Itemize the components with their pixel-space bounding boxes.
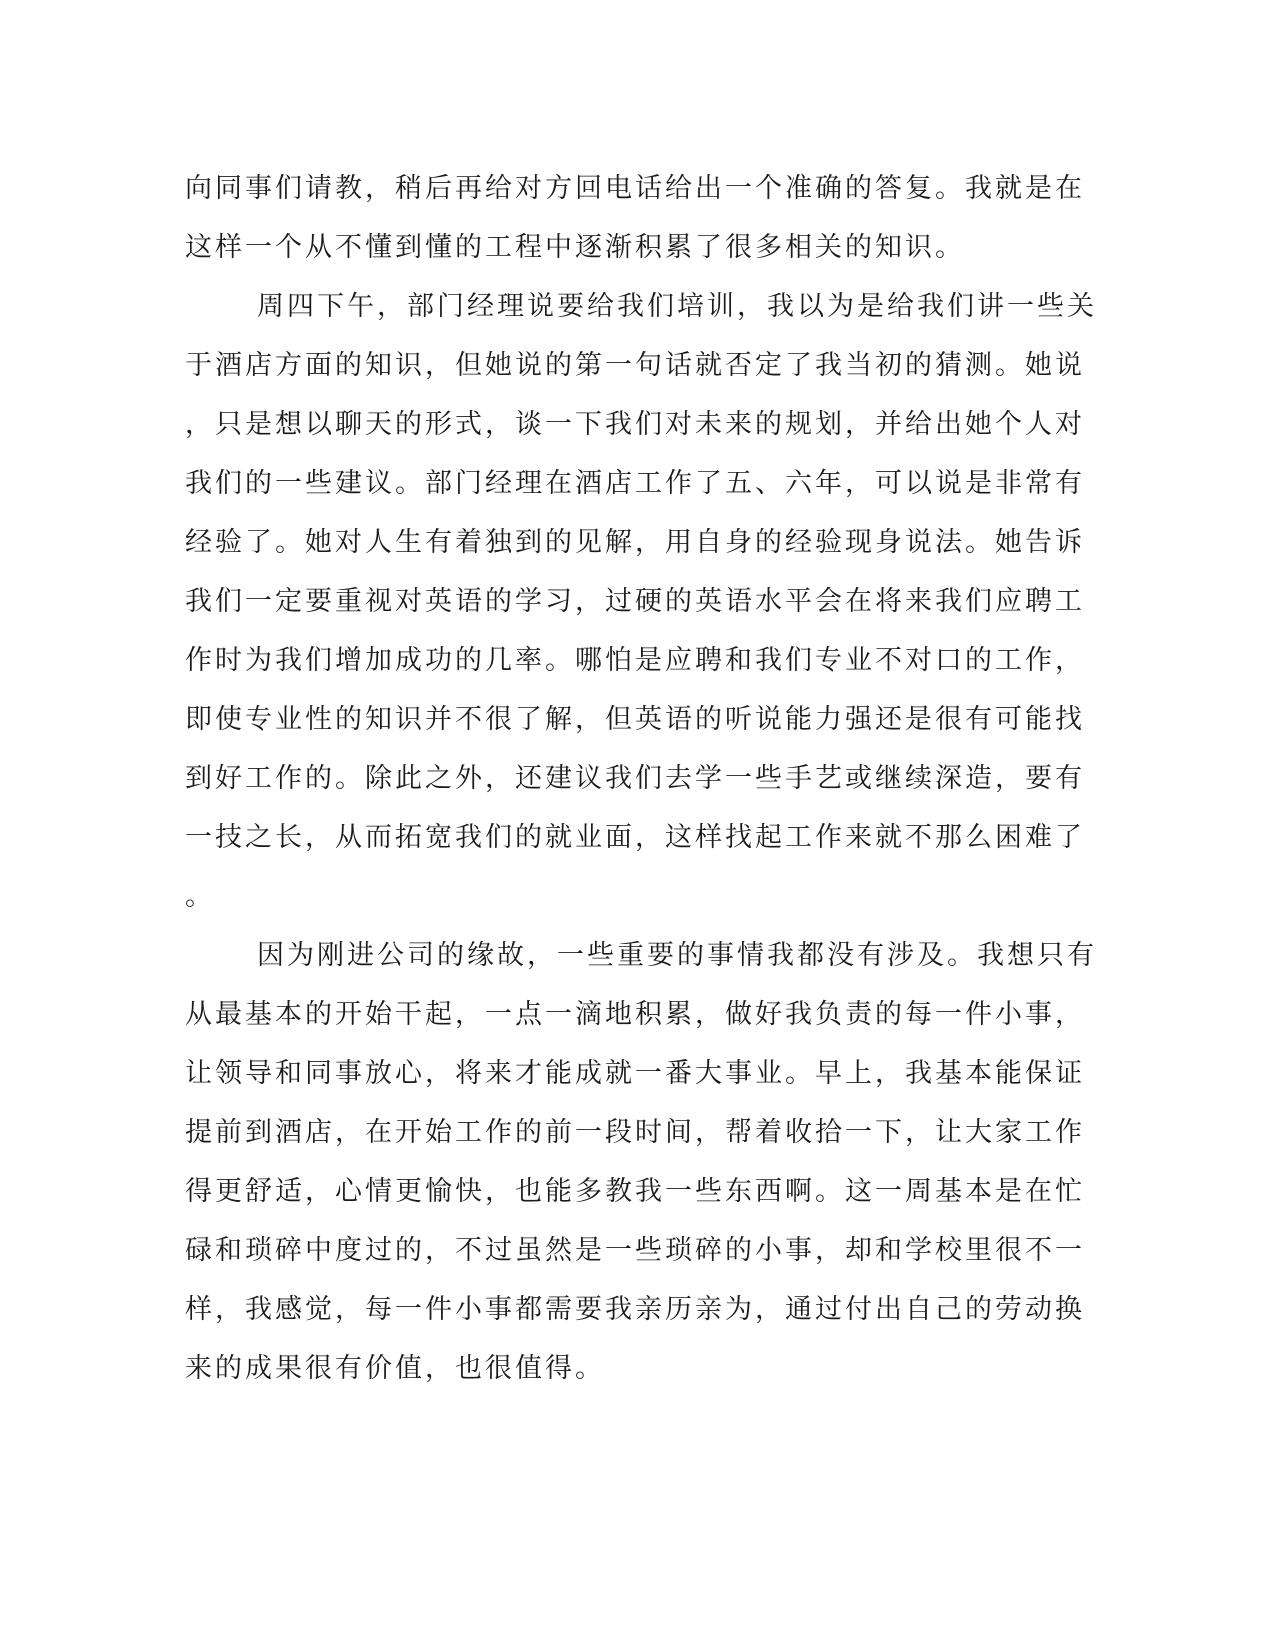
- text-line: 这样一个从不懂到懂的工程中逐渐积累了很多相关的知识。: [185, 232, 965, 263]
- text-line: ，只是想以聊天的形式，谈一下我们对未来的规划，并给出她个人对: [185, 409, 1085, 440]
- body-text: [185, 159, 1097, 1398]
- text-line: 作时为我们增加成功的几率。哪怕是应聘和我们专业不对口的工作，: [185, 645, 1085, 676]
- text-line: 。: [185, 881, 215, 912]
- text-line: 得更舒适，心情更愉快，也能多教我一些东西啊。这一周基本是在忙: [185, 1176, 1085, 1207]
- text-line: 从最基本的开始干起，一点一滴地积累，做好我负责的每一件小事，: [185, 999, 1085, 1030]
- text-line: 我们一定要重视对英语的学习，过硬的英语水平会在将来我们应聘工: [185, 586, 1085, 617]
- text-line: 于酒店方面的知识，但她说的第一句话就否定了我当初的猜测。她说: [185, 350, 1085, 381]
- text-line: 我们的一些建议。部门经理在酒店工作了五、六年，可以说是非常有: [185, 468, 1085, 499]
- text-line: 来的成果很有价值，也很值得。: [185, 1353, 605, 1384]
- text-line: 一技之长，从而拓宽我们的就业面，这样找起工作来就不那么困难了: [185, 822, 1085, 853]
- text-line: 提前到酒店，在开始工作的前一段时间，帮着收拾一下，让大家工作: [185, 1117, 1085, 1148]
- text-line: 即使专业性的知识并不很了解，但英语的听说能力强还是很有可能找: [185, 704, 1085, 735]
- text-line: 经验了。她对人生有着独到的见解，用自身的经验现身说法。她告诉: [185, 527, 1085, 558]
- paragraph-start-line: 因为刚进公司的缘故，一些重要的事情我都没有涉及。我想只有: [257, 940, 1097, 971]
- text-line: 到好工作的。除此之外，还建议我们去学一些手艺或继续深造，要有: [185, 763, 1085, 794]
- text-line: 样，我感觉，每一件小事都需要我亲历亲为，通过付出自己的劳动换: [185, 1294, 1085, 1325]
- text-line: 向同事们请教，稍后再给对方回电话给出一个准确的答复。我就是在: [185, 173, 1085, 204]
- text-line: 碌和琐碎中度过的，不过虽然是一些琐碎的小事，却和学校里很不一: [185, 1235, 1085, 1266]
- paragraph-start-line: 周四下午，部门经理说要给我们培训，我以为是给我们讲一些关: [257, 291, 1097, 322]
- text-line: 让领导和同事放心，将来才能成就一番大事业。早上，我基本能保证: [185, 1058, 1085, 1089]
